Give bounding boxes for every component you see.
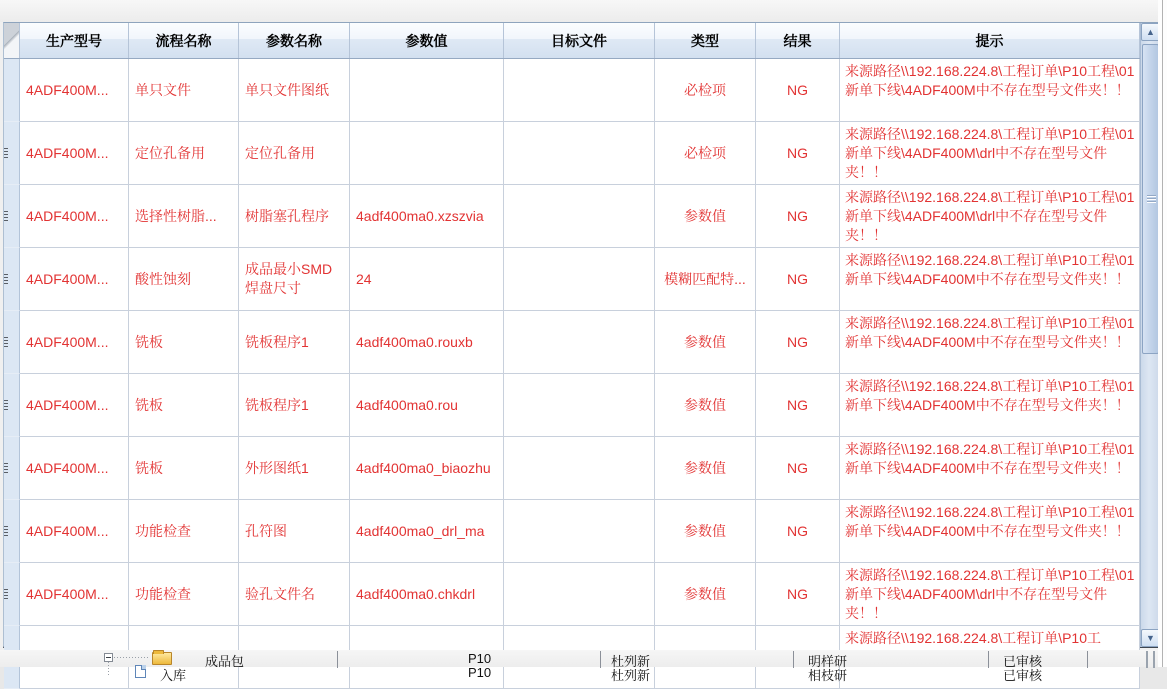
bg-col-person2: 相枝研 bbox=[808, 668, 848, 683]
cell-process[interactable]: 铣板 bbox=[129, 311, 239, 374]
cell-target-file[interactable] bbox=[504, 500, 655, 563]
cell-process[interactable]: 选择性树脂... bbox=[129, 185, 239, 248]
table-row[interactable] bbox=[4, 374, 1140, 437]
table-row[interactable] bbox=[4, 248, 1140, 311]
cell-target-file[interactable] bbox=[504, 311, 655, 374]
cell-result[interactable]: NG bbox=[756, 122, 840, 185]
cell-target-file[interactable] bbox=[504, 248, 655, 311]
scrollbar-thumb[interactable] bbox=[1142, 44, 1159, 354]
cell-model[interactable]: 4ADF400M... bbox=[20, 500, 129, 563]
bg-col-status: 已审核 bbox=[1003, 668, 1043, 683]
table-row[interactable] bbox=[4, 122, 1140, 185]
cell-type[interactable]: 参数值 bbox=[655, 311, 756, 374]
cell-hint[interactable]: 来源路径\\192.168.224.8\工程订单\P10工程\01新单下线\4ADF400M中不存在型号文件夹！！ bbox=[840, 59, 1140, 122]
cell-process[interactable]: 铣板 bbox=[129, 437, 239, 500]
cell-hint[interactable]: 来源路径\\192.168.224.8\工程订单\P10工程\01新单下线\4ADF400M中不存在型号文件夹！！ bbox=[840, 437, 1140, 500]
cell-type[interactable]: 参数值 bbox=[655, 185, 756, 248]
tree-row-inbound[interactable] bbox=[0, 665, 1167, 683]
cell-process[interactable]: 功能检查 bbox=[129, 563, 239, 626]
cell-process[interactable]: 单只文件 bbox=[129, 59, 239, 122]
cell-result[interactable]: NG bbox=[756, 185, 840, 248]
grid-rows-viewport bbox=[4, 59, 1140, 645]
bg-col-person1: 杜列新 bbox=[611, 668, 651, 683]
background-window bbox=[0, 650, 1167, 683]
column-header-model[interactable]: 生产型号 bbox=[20, 23, 129, 58]
cell-model[interactable]: 4ADF400M... bbox=[20, 248, 129, 311]
cell-param-name[interactable]: 孔符图 bbox=[239, 500, 350, 563]
cell-result[interactable]: NG bbox=[756, 374, 840, 437]
cell-model[interactable]: 4ADF400M... bbox=[20, 563, 129, 626]
cell-target-file[interactable] bbox=[504, 59, 655, 122]
row-header[interactable] bbox=[4, 59, 20, 122]
cell-param-value[interactable]: 4adf400ma0_biaozhu bbox=[350, 437, 504, 500]
cell-param-value[interactable]: 4adf400ma0.rou bbox=[350, 374, 504, 437]
cell-param-value[interactable]: 4adf400ma0_drl_ma bbox=[350, 500, 504, 563]
row-header[interactable] bbox=[4, 563, 20, 626]
cell-target-file[interactable] bbox=[504, 374, 655, 437]
bg-col-status: 已审核 bbox=[1003, 654, 1043, 669]
column-header-value[interactable]: 参数值 bbox=[350, 23, 504, 58]
cell-hint[interactable]: 来源路径\\192.168.224.8\工程订单\P10工程\01新单下线\4ADF400M\drl中不存在型号文件夹！！ bbox=[840, 122, 1140, 185]
row-header[interactable] bbox=[4, 248, 20, 311]
scroll-down-arrow-icon: ▼ bbox=[1146, 632, 1155, 643]
cell-target-file[interactable] bbox=[504, 437, 655, 500]
row-marker-icon bbox=[4, 148, 8, 158]
cell-target-file[interactable] bbox=[504, 563, 655, 626]
table-row[interactable] bbox=[4, 563, 1140, 626]
row-header[interactable] bbox=[4, 122, 20, 185]
cell-type[interactable]: 模糊匹配特... bbox=[655, 248, 756, 311]
cell-type[interactable]: 必检项 bbox=[655, 59, 756, 122]
scrollbar-grip-icon bbox=[1147, 195, 1156, 203]
tree-item-label[interactable]: 成品包 bbox=[205, 654, 245, 669]
cell-hint[interactable]: 来源路径\\192.168.224.8\工程订单\P10工程\01新单下线\4ADF400M中不存在型号文件夹！！ bbox=[840, 500, 1140, 563]
cell-param-value[interactable]: 4adf400ma0.xzszvia bbox=[350, 185, 504, 248]
folder-icon bbox=[152, 652, 172, 665]
grid-inner bbox=[4, 23, 1140, 646]
row-header[interactable] bbox=[4, 374, 20, 437]
table-row[interactable] bbox=[4, 59, 1140, 122]
cell-hint[interactable]: 来源路径\\192.168.224.8\工程订单\P10工程\01新单下线\4ADF400M中不存在型号文件夹！！ bbox=[840, 374, 1140, 437]
row-header[interactable] bbox=[4, 500, 20, 563]
bg-col-person1: 杜列新 bbox=[611, 654, 651, 669]
cell-hint[interactable]: 来源路径\\192.168.224.8\工程订单\P10工程\01新单下线\4ADF400M中不存在型号文件夹！！ bbox=[840, 248, 1140, 311]
tree-item-label[interactable]: 入库 bbox=[160, 668, 187, 683]
cell-param-name[interactable]: 铣板程序1 bbox=[239, 311, 350, 374]
cell-hint[interactable]: 来源路径\\192.168.224.8\工程订单\P10工 bbox=[840, 626, 1140, 689]
grid-header bbox=[4, 23, 1140, 59]
row-header[interactable] bbox=[4, 437, 20, 500]
results-grid bbox=[3, 22, 1158, 648]
cell-target-file[interactable] bbox=[504, 185, 655, 248]
cell-type[interactable]: 参数值 bbox=[655, 374, 756, 437]
cell-param-name[interactable]: 单只文件图纸 bbox=[239, 59, 350, 122]
bg-col-plant: P10 bbox=[468, 665, 492, 680]
window-right-strip bbox=[1158, 0, 1167, 667]
cell-type[interactable]: 参数值 bbox=[655, 563, 756, 626]
table-row[interactable] bbox=[4, 185, 1140, 248]
cell-result[interactable]: NG bbox=[756, 311, 840, 374]
cell-model[interactable]: 4ADF400M... bbox=[20, 59, 129, 122]
cell-target-file[interactable] bbox=[504, 122, 655, 185]
cell-model[interactable]: 4ADF400M... bbox=[20, 311, 129, 374]
cell-param-value[interactable]: 24 bbox=[350, 248, 504, 311]
column-header-process[interactable]: 流程名称 bbox=[129, 23, 239, 58]
cell-model[interactable]: 4ADF400M... bbox=[20, 374, 129, 437]
cell-hint[interactable]: 来源路径\\192.168.224.8\工程订单\P10工程\01新单下线\4ADF400M\drl中不存在型号文件夹！！ bbox=[840, 563, 1140, 626]
cell-param-name[interactable]: 成品最小SMD焊盘尺寸 bbox=[239, 248, 350, 311]
row-header[interactable] bbox=[4, 311, 20, 374]
cell-model[interactable]: 4ADF400M... bbox=[20, 437, 129, 500]
cell-result[interactable]: NG bbox=[756, 500, 840, 563]
cell-result[interactable]: NG bbox=[756, 437, 840, 500]
cell-process[interactable]: 酸性蚀刻 bbox=[129, 248, 239, 311]
cell-param-value[interactable]: 4adf400ma0.rouxb bbox=[350, 311, 504, 374]
column-header-type[interactable]: 类型 bbox=[655, 23, 756, 58]
row-marker-icon bbox=[4, 463, 8, 473]
cell-hint[interactable]: 来源路径\\192.168.224.8\工程订单\P10工程\01新单下线\4ADF400M中不存在型号文件夹！！ bbox=[840, 311, 1140, 374]
cell-model[interactable]: 4ADF400M... bbox=[20, 185, 129, 248]
cell-result[interactable]: NG bbox=[756, 59, 840, 122]
row-marker-icon bbox=[4, 589, 8, 599]
cell-param-name[interactable]: 树脂塞孔程序 bbox=[239, 185, 350, 248]
window-top-strip bbox=[0, 0, 1167, 22]
cell-type[interactable]: 参数值 bbox=[655, 437, 756, 500]
cell-process[interactable]: 定位孔备用 bbox=[129, 122, 239, 185]
select-all-corner[interactable] bbox=[4, 23, 20, 58]
bg-col-plant: P10 bbox=[468, 651, 492, 666]
vertical-scrollbar[interactable] bbox=[1140, 23, 1159, 647]
tree-connector bbox=[114, 657, 148, 658]
cell-process[interactable]: 铣板 bbox=[129, 374, 239, 437]
cell-param-name[interactable]: 铣板程序1 bbox=[239, 374, 350, 437]
cell-result[interactable]: NG bbox=[756, 248, 840, 311]
tree-expander-icon[interactable] bbox=[104, 653, 113, 662]
cell-param-name[interactable]: 外形图纸1 bbox=[239, 437, 350, 500]
bg-col-person2: 明样研 bbox=[808, 654, 848, 669]
cell-model[interactable]: 4ADF400M... bbox=[20, 122, 129, 185]
row-marker-icon bbox=[4, 274, 8, 284]
cell-param-value[interactable]: 4adf400ma0.chkdrl bbox=[350, 563, 504, 626]
row-marker-icon bbox=[4, 337, 8, 347]
file-icon bbox=[135, 665, 146, 678]
cell-hint[interactable]: 来源路径\\192.168.224.8\工程订单\P10工程\01新单下线\4ADF400M\drl中不存在型号文件夹！！ bbox=[840, 185, 1140, 248]
table-row[interactable] bbox=[4, 500, 1140, 563]
cell-param-name[interactable]: 定位孔备用 bbox=[239, 122, 350, 185]
column-header-target[interactable]: 目标文件 bbox=[504, 23, 655, 58]
column-header-param[interactable]: 参数名称 bbox=[239, 23, 350, 58]
column-header-hint[interactable]: 提示 bbox=[840, 23, 1140, 58]
scroll-up-arrow-icon: ▲ bbox=[1146, 26, 1155, 37]
row-marker-icon bbox=[4, 211, 8, 221]
cell-param-value[interactable] bbox=[350, 59, 504, 122]
row-header[interactable] bbox=[4, 185, 20, 248]
cell-result[interactable]: NG bbox=[756, 563, 840, 626]
column-header-result[interactable]: 结果 bbox=[756, 23, 840, 58]
row-marker-icon bbox=[4, 400, 8, 410]
table-row[interactable] bbox=[4, 311, 1140, 374]
cell-type[interactable]: 必检项 bbox=[655, 122, 756, 185]
table-row[interactable] bbox=[4, 437, 1140, 500]
cell-process[interactable]: 功能检查 bbox=[129, 500, 239, 563]
window-edge-line bbox=[1162, 0, 1163, 667]
row-marker-icon bbox=[4, 526, 8, 536]
cell-param-value[interactable] bbox=[350, 122, 504, 185]
cell-type[interactable]: 参数值 bbox=[655, 500, 756, 563]
cell-param-name[interactable]: 验孔文件名 bbox=[239, 563, 350, 626]
